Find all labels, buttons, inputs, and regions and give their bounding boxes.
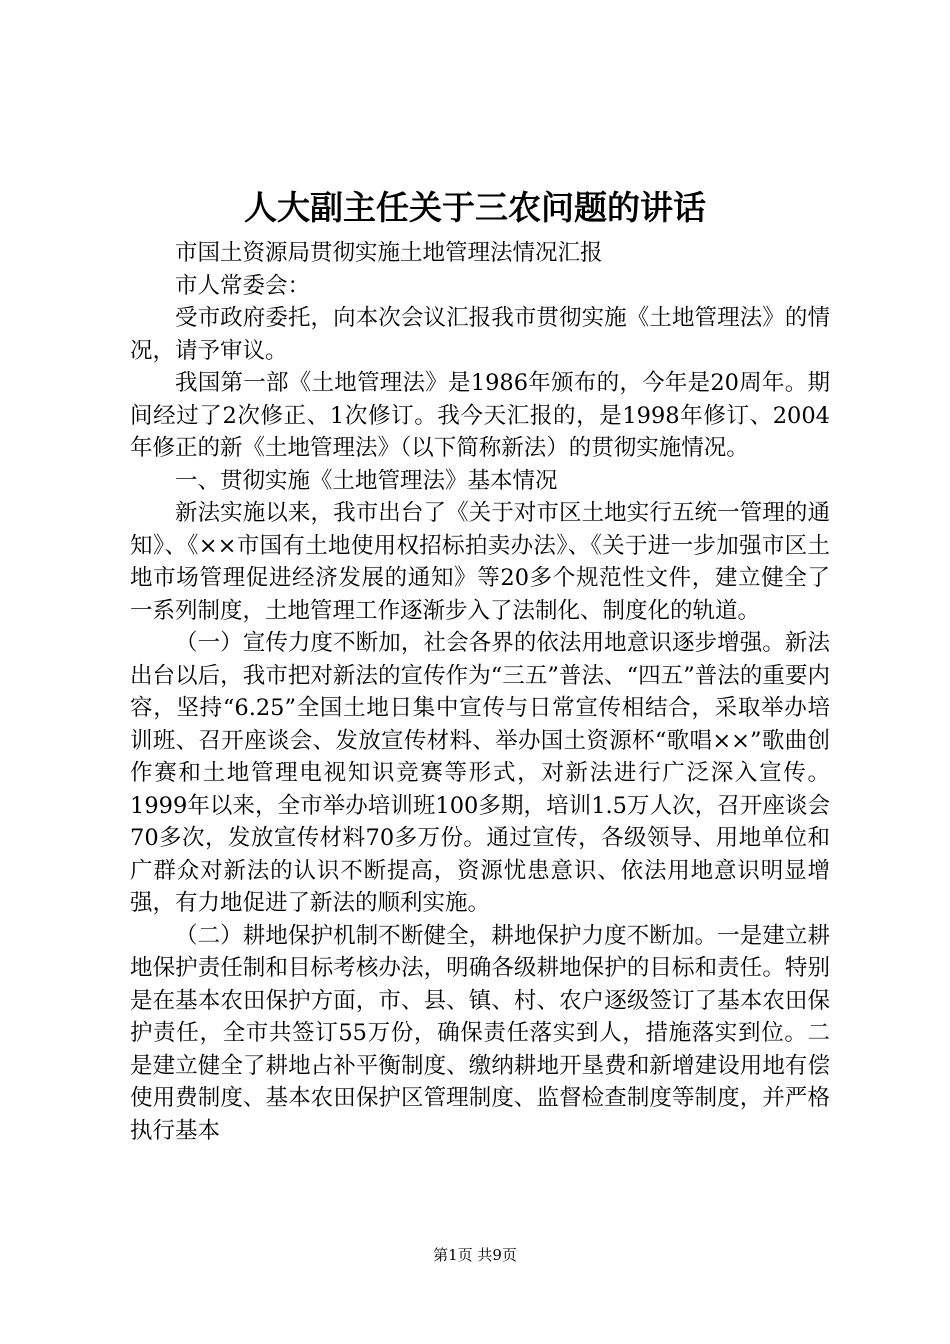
page-number: 第1页 共9页: [433, 1246, 517, 1264]
body-paragraph: 我国第一部《土地管理法》是1986年颁布的，今年是20周年。期间经过了2次修正、1次修订。我今天汇报的，是1998年修订、2004年修正的新《土地管理法》（以下简称新法）的贯彻实施情况。: [130, 370, 830, 461]
body-paragraph: 新法实施以来，我市出台了《关于对市区土地实行五统一管理的通知》、《××市国有土地使用权招标拍卖办法》、《关于进一步加强市区土地市场管理促进经济发展的通知》等20多个规范性文件，建立健全了一系列制度，土地管理工作逐渐步入了法制化、制度化的轨道。: [130, 500, 830, 624]
salutation: 市人常委会：: [175, 272, 311, 299]
document-title: 人大副主任关于三农问题的讲话: [244, 188, 706, 227]
body-paragraph: （一）宣传力度不断加，社会各界的依法用地意识逐步增强。新法出台以后，我市把对新法的宣传作为“三五”普法、“四五”普法的重要内容，坚持“6.25”全国土地日集中宣传与日常宣传相结合，采取举办培训班、召开座谈会、发放宣传材料、举办国土资源杯“歌唱××”歌曲创作赛和土地管理电视知识竞赛等形式，对新法进行广泛深入宣传。1999年以来，全市举办培训班100多期，培训1.5万人次，召开座谈会70多次，发放宣传材料70多万份。通过宣传，各级领导、用地单位和广群众对新法的认识不断提高，资源忧患意识、依法用地意识明显增强，有力地促进了新法的顺利实施。: [130, 630, 830, 916]
body-paragraph: （二）耕地保护机制不断健全，耕地保护力度不断加。一是建立耕地保护责任制和目标考核办法，明确各级耕地保护的目标和责任。特别是在基本农田保护方面，市、县、镇、村、农户逐级签订了基本农田保护责任，全市共签订55万份，确保责任落实到人，措施落实到位。二是建立健全了耕地占补平衡制度、缴纳耕地开垦费和新增建设用地有偿使用费制度、基本农田保护区管理制度、监督检查制度等制度，并严格执行基本: [130, 922, 830, 1144]
report-heading: 市国土资源局贯彻实施土地管理法情况汇报: [175, 240, 603, 266]
body-paragraph: 受市政府委托，向本次会议汇报我市贯彻实施《土地管理法》的情况，请予审议。: [130, 305, 830, 364]
section-heading: 一、贯彻实施《土地管理法》基本情况: [175, 467, 558, 494]
document-body: [130, 237, 830, 1147]
